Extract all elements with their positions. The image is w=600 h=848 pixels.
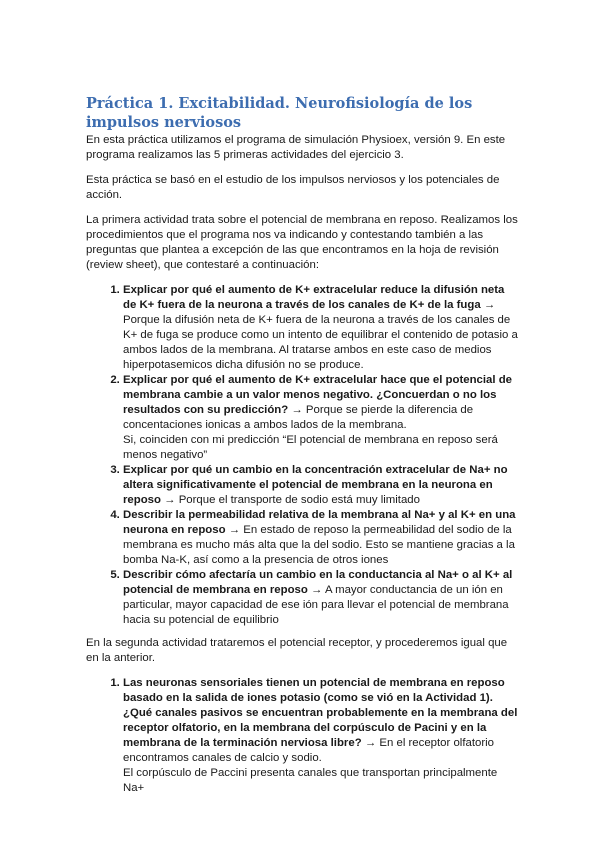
- list-item: [123, 463, 518, 508]
- list-item: [123, 508, 518, 568]
- answer-text: → Porque la difusión neta de K+ fuera de la neurona a través de los canales de K+ de fuga se produce como un intento de equilibrar el contenido de potasio a ambos lados de la membrana. Al tratarse ambos en este caso de medios hiperpotasemicos dicha difusión no se produce.: [123, 299, 518, 371]
- intro-paragraph-3: La primera actividad trata sobre el potencial de membrana en reposo. Realizamos los procedimientos que el programa nos va indicando y contestando también a las preguntas que plantea a excepción de las que encontramos en la hoja de revisión (review sheet), que contestaré a continuación:: [86, 214, 518, 271]
- transition-paragraph: En la segunda actividad trataremos el potencial receptor, y procederemos igual que en la anterior.: [86, 637, 508, 664]
- answer-text: → En el receptor olfatorio encontramos canales de calcio y sodio.: [123, 737, 494, 764]
- intro-paragraph-2: Esta práctica se basó en el estudio de los impulsos nerviosos y los potenciales de acción.: [86, 174, 500, 201]
- question-text: Describir la permeabilidad relativa de la membrana al Na+ y al K+ en una neurona en reposo: [123, 509, 516, 536]
- answer-text: → Porque el transporte de sodio está muy limitado: [164, 494, 420, 506]
- answer-extra-text: El corpúsculo de Paccini presenta canales que transportan principalmente Na+: [123, 767, 498, 794]
- answer-text: → En estado de reposo la permeabilidad del sodio de la membrana es mucho más alta que la del sodio. Esto se mantiene gracias a la bomba Na-K, así como a la presencia de otros iones: [123, 524, 515, 566]
- intro-paragraph-1: En esta práctica utilizamos el programa de simulación Physioex, versión 9. En este programa realizamos las 5 primeras actividades del ejercicio 3.: [86, 134, 506, 161]
- activity2-questions-list: [86, 676, 518, 796]
- list-item: [123, 373, 518, 463]
- list-item: [123, 283, 518, 373]
- page-title: Práctica 1. Excitabilidad. Neurofisiología de los impulsos nerviosos: [86, 95, 473, 131]
- answer-text: → Porque se pierde la diferencia de concentaciones ionicas a ambos lados de la membrana.: [123, 404, 474, 431]
- question-text: Explicar por qué el aumento de K+ extracelular hace que el potencial de membrana cambie a un valor menos negativo. ¿Concuerdan o no los resultados con su predicción?: [123, 374, 512, 416]
- question-text: Las neuronas sensoriales tienen un potencial de membrana en reposo basado en la salida de iones potasio (como se vió en la Actividad 1). ¿Qué canales pasivos se encuentran probablemente en la membrana del receptor olfatorio, en la membrana del corpúsculo de Pacini y en la membrana de la terminación nerviosa libre?: [123, 677, 518, 749]
- list-item: [123, 676, 518, 796]
- list-item: [123, 568, 518, 628]
- answer-text: → A mayor conductancia de un ión en particular, mayor capacidad de ese ión para llevar el potencial de membrana hacia su potencial de equilibrio: [123, 584, 509, 626]
- answer-extra-text: Si, coinciden con mi predicción “El potencial de membrana en reposo será menos negativo”: [123, 434, 498, 461]
- question-text: Explicar por qué el aumento de K+ extracelular reduce la difusión neta de K+ fuera de la neurona a través de los canales de K+ de la fuga: [123, 284, 505, 311]
- question-text: Describir cómo afectaría un cambio en la conductancia al Na+ o al K+ al potencial de membrana en reposo: [123, 569, 513, 596]
- question-text: Explicar por qué un cambio en la concentración extracelular de Na+ no altera significativamente el potencial de membrana en la neurona en reposo: [123, 464, 508, 506]
- activity1-questions-list: [86, 283, 518, 628]
- document-body: [86, 94, 518, 804]
